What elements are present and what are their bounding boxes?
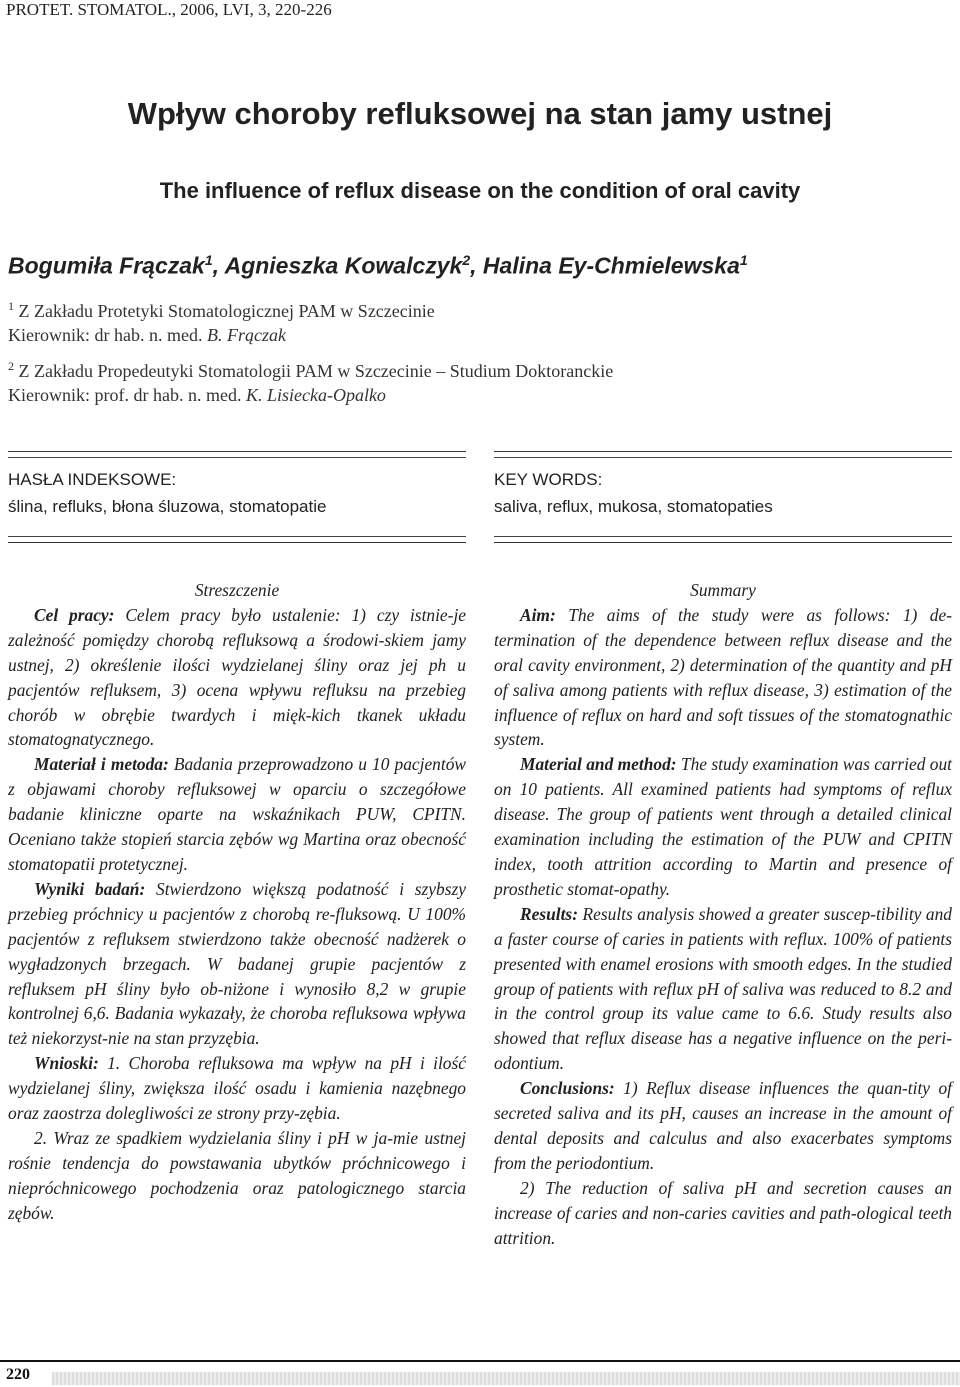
author-name: Halina Ey-Chmielewska xyxy=(482,252,740,279)
abstract-pl-conclusions xyxy=(8,1051,466,1126)
keywords-pl-bottom-rule xyxy=(8,536,466,537)
keywords-en-bottom-rule-2 xyxy=(494,542,952,543)
keywords-en-top-rule xyxy=(494,451,952,452)
abstract-pl-heading: Streszczenie xyxy=(194,580,280,600)
section-text: Badania przeprowadzono u 10 pacjentów z objawami choroby refluksowej w oparciu o szczegółowe badanie kliniczne oparte na wskaźnikach PUW, CPITN. Oceniano także stopień starcia zębów wg Martina oraz obecność stomatopatii protetycznej. xyxy=(8,754,466,874)
keywords-pl-top-rule xyxy=(8,451,466,452)
footer-rule xyxy=(0,1360,960,1362)
abstract-en-conclusions xyxy=(494,1076,952,1176)
journal-header: PROTET. STOMATOL., 2006, LVI, 3, 220-226 xyxy=(6,0,332,19)
abstract-english xyxy=(494,578,952,1250)
section-text: Stwierdzono większą podatność i szybszy przebieg próchnicy u pacjentów z chorobą re-fluksową. U 100% pacjentów z refluksem stwierdzono także obecność nadżerek o wygładzonych brzegach. W badanej grupie pacjentów z refluksem pH śliny było ob-niżone i wynosiło 8,2 w grupie kontrolnej 6,6. Badania wykazały, że choroba refluksowa wpływa też niekorzyst-nie na stan przyzębia. xyxy=(8,878,466,1049)
abstract-polish xyxy=(8,578,466,1226)
authors-line: Bogumiła Frączak$^1$, Agnieszka Kowalczyk$^2$, Halina Ey-Chmielewska$^1$ xyxy=(8,252,748,279)
section-text: Results analysis showed a greater suscep-tibility and a faster course of caries in patients with reflux. 100% of patients presented with enamel erosions with smooth edges. In the studied group of patients with reflux pH of saliva was reduced to 8.2 and in the control group its value came to 6.6. Study results also showed that reflux disease has a negative influence on the peri-odontium. xyxy=(494,903,952,1074)
affiliation-2 xyxy=(8,354,613,407)
footer-decorative-bar xyxy=(52,1372,960,1385)
section-text: 1) Reflux disease influences the quan-tity of secreted saliva and its pH, causes an increase in the amount of dental deposits and calculus and also exacerbates symptoms from the periodontium. xyxy=(494,1078,952,1173)
abstract-pl-conclusions-2: 2. Wraz ze spadkiem wydzielania śliny i pH w ja-mie ustnej rośnie tendencja do powstawania ubytków próchnicowego i niepróchnicowego pochodzenia oraz patologicznego starcia zębów. xyxy=(8,1127,466,1223)
abstract-en-heading: Summary xyxy=(690,580,756,600)
section-text: The study examination was carried out on 10 patients. All examined patients had symptoms of reflux disease. The group of patients went through a detailed clinical examination including the estimation of the PUW and CPITN index, tooth attrition according to Martin and presence of prosthetic stomat-opathy. xyxy=(494,754,952,899)
affiliation-number: 2 xyxy=(8,359,14,373)
author-affiliation-mark: 1 xyxy=(204,252,213,268)
affiliation-1 xyxy=(8,294,435,347)
keywords-pl-heading: HASŁA INDEKSOWE: xyxy=(8,470,177,489)
keywords-en-bottom-rule xyxy=(494,536,952,537)
section-label: Wyniki badań: xyxy=(34,878,146,899)
abstract-pl-results xyxy=(8,877,466,1051)
section-label: Aim: xyxy=(520,604,556,625)
section-label: Materiał i metoda: xyxy=(34,754,169,775)
affiliation-head-label: Kierownik: prof. dr hab. n. med. xyxy=(8,385,246,405)
keywords-en-heading: KEY WORDS: xyxy=(494,470,603,489)
keywords-pl-top-rule-2 xyxy=(8,457,466,458)
affiliation-head-name: B. Frączak xyxy=(206,325,286,345)
author-name: Agnieszka Kowalczyk xyxy=(224,252,463,279)
affiliation-number: 1 xyxy=(8,299,14,313)
abstract-pl-aim xyxy=(8,603,466,752)
author-affiliation-mark: 2 xyxy=(462,252,471,268)
keywords-pl-bottom-rule-2 xyxy=(8,542,466,543)
abstract-en-results xyxy=(494,902,952,1076)
abstract-en-method xyxy=(494,752,952,901)
title-polish: Wpływ choroby refluksowej na stan jamy ustnej xyxy=(127,96,833,131)
author-name: Bogumiła Frączak xyxy=(8,252,205,279)
keywords-pl-list: ślina, refluks, błona śluzowa, stomatopatie xyxy=(8,497,327,516)
affiliation-institution: Z Zakładu Propedeutyki Stomatologii PAM w Szczecinie – Studium Doktoranckie xyxy=(18,361,614,381)
section-text: 1. Choroba refluksowa ma wpływ na pH i ilość wydzielanej śliny, zwiększa ilość osadu i kamienia nazębnego oraz zaostrza dolegliwości ze strony przy-zębia. xyxy=(8,1053,466,1124)
title-english: The influence of reflux disease on the condition of oral cavity xyxy=(159,178,801,203)
affiliation-head-name: K. Lisiecka-Opalko xyxy=(245,385,386,405)
affiliation-head-label: Kierownik: dr hab. n. med. xyxy=(8,325,207,345)
section-label: Material and method: xyxy=(520,754,677,775)
keywords-en-top-rule-2 xyxy=(494,457,952,458)
abstract-en-conclusions-2: 2) The reduction of saliva pH and secretion causes an increase of caries and non-caries cavities and path-ological teeth attrition. xyxy=(494,1177,952,1248)
page-number: 220 xyxy=(6,1366,30,1383)
author-affiliation-mark: 1 xyxy=(739,252,748,268)
keywords-en-list: saliva, reflux, mukosa, stomatopaties xyxy=(494,497,773,516)
section-label: Cel pracy: xyxy=(34,604,115,625)
abstract-pl-method xyxy=(8,752,466,877)
affiliation-institution: Z Zakładu Protetyki Stomatologicznej PAM w Szczecinie xyxy=(18,301,435,321)
section-text: Celem pracy było ustalenie: 1) czy istnie-je zależność pomiędzy chorobą refluksową a środowi-skiem jamy ustnej, 2) określenie ilości wydzielanej śliny oraz jej ph u pacjentów refluksem, 3) ocena wpływu refluksu na przebieg chorób w obrębie twardych i mięk-kich tkanek układu stomatognatycznego. xyxy=(8,604,466,750)
section-label: Conclusions: xyxy=(520,1078,615,1099)
section-text: The aims of the study were as follows: 1) de-termination of the dependence between reflux disease and the oral cavity environment, 2) determination of the quantity and pH of saliva among patients with reflux disease, 3) estimation of the influence of reflux on hard and soft tissues of the stomatognathic system. xyxy=(494,604,952,750)
section-label: Wnioski: xyxy=(34,1053,99,1074)
section-label: Results: xyxy=(520,903,578,924)
abstract-en-aim xyxy=(494,603,952,752)
